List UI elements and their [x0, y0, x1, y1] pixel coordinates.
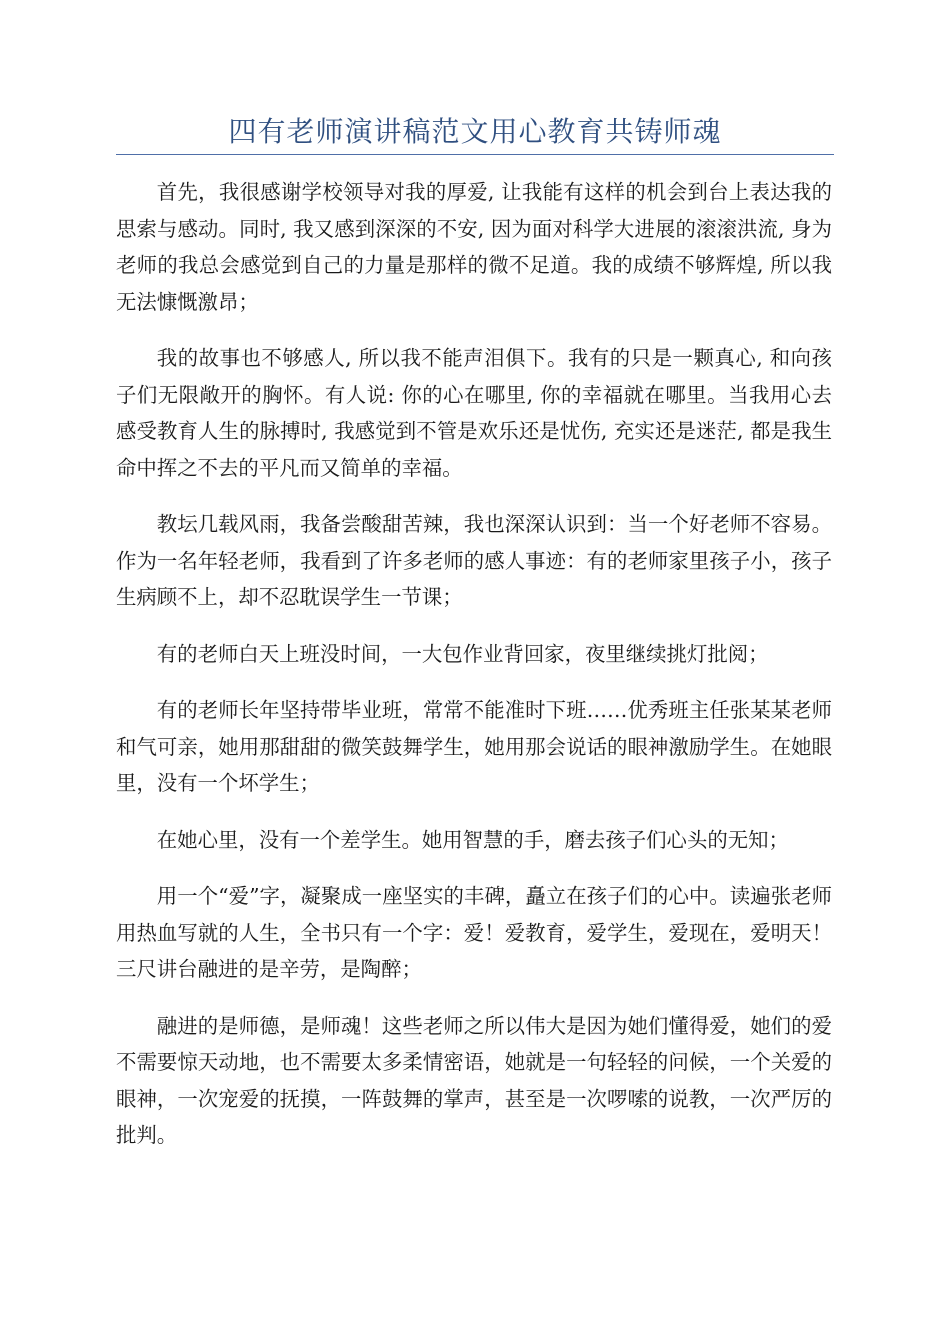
paragraph-6: 在她心里，没有一个差学生。她用智慧的手，磨去孩子们心头的无知；: [156, 827, 789, 852]
paragraph-2: 我的故事也不够感人, 所以我不能声泪俱下。我有的只是一颗真心, 和向孩子们无限敞开的胸怀。有人说: 你的心在哪里, 你的幸福就在哪里。当我用心去感受教育人生的脉搏时, 我感觉到不管是欢乐还是忧伤, 充实还是迷茫, 都是我生命中挥之不去的平凡而又简单的幸福。: [116, 346, 832, 480]
document-body: [116, 174, 832, 1174]
title-underline: [116, 154, 834, 155]
paragraph-1: 首先，我很感谢学校领导对我的厚爱, 让我能有这样的机会到台上表达我的思索与感动。同时, 我又感到深深的不安, 因为面对科学大进展的滚滚洪流, 身为老师的我总会感觉到自己的力量是那样的微不足道。我的成绩不够辉煌, 所以我无法慷慨激昂；: [116, 180, 832, 314]
paragraph-4: 有的老师白天上班没时间，一大包作业背回家，夜里继续挑灯批阅；: [156, 641, 769, 666]
paragraph-3: 教坛几载风雨，我备尝酸甜苦辣，我也深深认识到：当一个好老师不容易。作为一名年轻老师，我看到了许多老师的感人事迹：有的老师家里孩子小，孩子生病顾不上，却不忍耽误学生一节课；: [116, 512, 832, 609]
paragraph-8: 融进的是师德，是师魂！这些老师之所以伟大是因为她们懂得爱，她们的爱不需要惊天动地，也不需要太多柔情密语，她就是一句轻轻的问候，一个关爱的眼神，一次宠爱的抚摸，一阵鼓舞的掌声，甚至是一次啰嗦的说教，一次严厉的批判。: [116, 1013, 832, 1147]
paragraph-5: 有的老师长年坚持带毕业班，常常不能准时下班……优秀班主任张某某老师和气可亲，她用那甜甜的微笑鼓舞学生，她用那会说话的眼神激励学生。在她眼里，没有一个坏学生；: [116, 698, 832, 795]
paragraph-7: 用一个“爱”字，凝聚成一座坚实的丰碑，矗立在孩子们的心中。读遍张老师用热血写就的人生，全书只有一个字：爱！爱教育，爱学生，爱现在，爱明天！三尺讲台融进的是辛劳，是陶醉；: [116, 884, 832, 981]
page-title: 四有老师演讲稿范文用心教育共铸师魂: [228, 115, 722, 148]
